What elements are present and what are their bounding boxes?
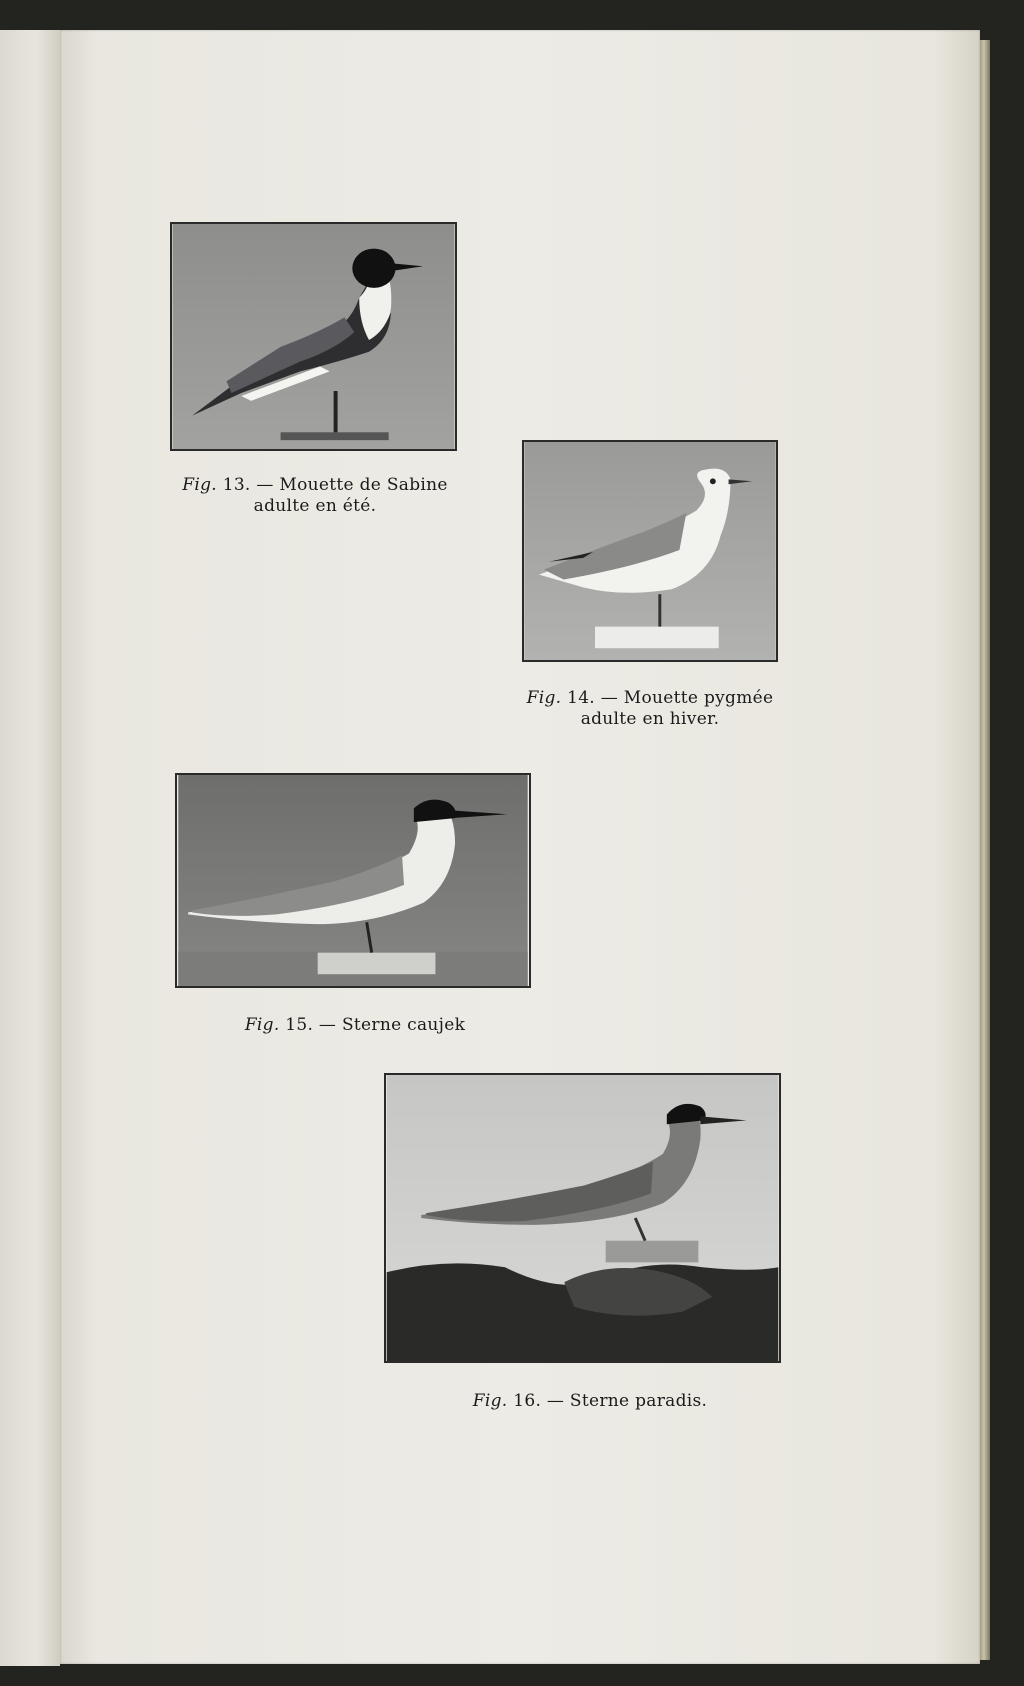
little-gull-illustration bbox=[524, 442, 776, 660]
figure-14-caption bbox=[520, 688, 780, 730]
figure-16-caption bbox=[440, 1391, 740, 1412]
fig-number: 16. bbox=[513, 1391, 542, 1411]
fig-number: 13. bbox=[222, 475, 251, 495]
page-fore-edge bbox=[980, 40, 990, 1660]
dash: — bbox=[546, 1391, 565, 1411]
caption-line-1 bbox=[170, 475, 460, 496]
dash: — bbox=[256, 475, 274, 495]
figure-15-photo bbox=[175, 773, 531, 988]
fig-label: Fig. bbox=[182, 475, 217, 495]
dash: — bbox=[318, 1015, 337, 1035]
fig-label: Fig. bbox=[526, 688, 562, 708]
sandwich-tern-illustration bbox=[177, 775, 529, 986]
fig-label: Fig. bbox=[244, 1015, 280, 1035]
caption-title: Mouette pygmée bbox=[623, 688, 774, 708]
figure-14-photo bbox=[522, 440, 778, 662]
facing-page-edge bbox=[0, 30, 60, 1666]
arctic-tern-illustration bbox=[386, 1075, 779, 1361]
caption-title: Sterne paradis. bbox=[569, 1391, 708, 1411]
caption-title: Sterne caujek bbox=[341, 1015, 466, 1035]
fig-number: 14. bbox=[567, 688, 596, 708]
caption-line-2: adulte en hiver. bbox=[580, 709, 720, 729]
sabine-gull-illustration bbox=[172, 224, 455, 449]
caption-line-1 bbox=[225, 1015, 485, 1036]
figure-15-caption bbox=[225, 1015, 485, 1036]
caption-line-2: adulte en été. bbox=[253, 496, 377, 516]
caption-title: Mouette de Sabine bbox=[279, 475, 448, 495]
fig-number: 15. bbox=[285, 1015, 314, 1035]
dash: — bbox=[600, 688, 619, 708]
fig-label: Fig. bbox=[472, 1391, 508, 1411]
figure-13-caption bbox=[170, 475, 460, 517]
caption-line-1 bbox=[440, 1391, 740, 1412]
figure-16-photo bbox=[384, 1073, 781, 1363]
figure-13-photo bbox=[170, 222, 457, 451]
caption-line-1 bbox=[520, 688, 780, 709]
